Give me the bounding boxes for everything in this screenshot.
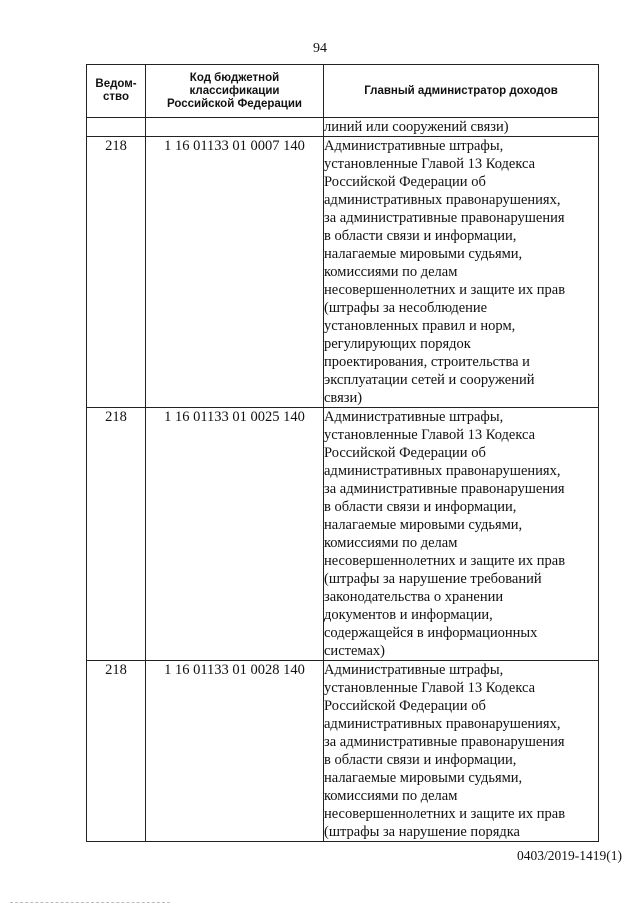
table-row	[87, 661, 599, 842]
cell-code: 1 16 01133 01 0028 140	[146, 661, 324, 842]
header-dept: Ведом- ство	[87, 65, 146, 118]
table-row	[87, 408, 599, 661]
cell-code	[146, 118, 324, 137]
table-header-row	[87, 65, 599, 118]
scan-artifact-line	[10, 900, 170, 903]
cell-dept	[87, 118, 146, 137]
cell-dept: 218	[87, 137, 146, 408]
cell-code: 1 16 01133 01 0007 140	[146, 137, 324, 408]
revenue-table	[86, 64, 599, 842]
document-code: 0403/2019-1419(1)	[517, 848, 622, 863]
page-number: 94	[313, 41, 327, 56]
cell-description: Административные штрафы, установленные Главой 13 Кодекса Российской Федерации об административных правонарушениях, за административные правонарушения в области связи и информации, налагаемые мировыми судьями, комиссиями по делам несовершеннолетних и защите их прав (штрафы за нарушение порядка	[324, 661, 599, 842]
cell-dept: 218	[87, 408, 146, 661]
cell-description: Административные штрафы, установленные Главой 13 Кодекса Российской Федерации об административных правонарушениях, за административные правонарушения в области связи и информации, налагаемые мировыми судьями, комиссиями по делам несовершеннолетних и защите их прав (штрафы за нарушение требований законодательства о хранении документов и информации, содержащейся в информационных системах)	[324, 408, 599, 661]
header-admin: Главный администратор доходов	[324, 65, 599, 118]
cell-description: Административные штрафы, установленные Главой 13 Кодекса Российской Федерации об административных правонарушениях, за административные правонарушения в области связи и информации, налагаемые мировыми судьями, комиссиями по делам несовершеннолетних и защите их прав (штрафы за несоблюдение установленных правил и норм, регулирующих порядок проектирования, строительства и эксплуатации сетей и сооружений связи)	[324, 137, 599, 408]
table-row	[87, 137, 599, 408]
cell-code: 1 16 01133 01 0025 140	[146, 408, 324, 661]
table-row	[87, 118, 599, 137]
cell-description: линий или сооружений связи)	[324, 118, 599, 137]
header-code: Код бюджетной классификации Российской Федерации	[146, 65, 324, 118]
cell-dept: 218	[87, 661, 146, 842]
